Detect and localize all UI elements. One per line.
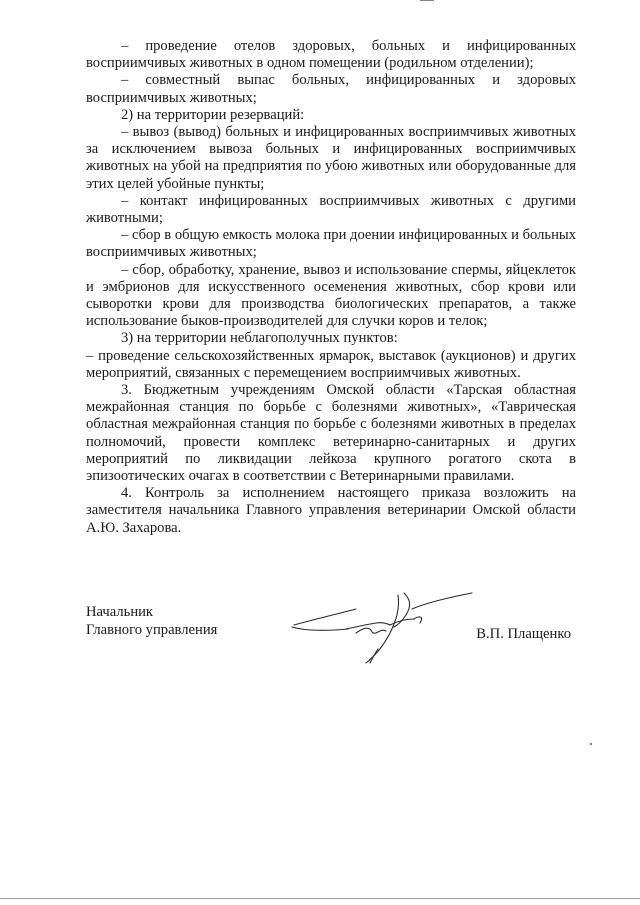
document-body	[86, 38, 576, 537]
signature-block	[86, 603, 576, 663]
paragraph: – вывоз (вывод) больных и инфицированных восприимчивых животных за исключением вывоза больных и инфицированных восприимчивых животных на убой на предприятия по убою животных или оборудованные для этих целей убойные пункты;	[86, 124, 576, 192]
signatory-title	[86, 603, 217, 639]
page-bottom-edge	[0, 898, 640, 899]
paragraph: – проведение отелов здоровых, больных и инфицированных восприимчивых животных в одном помещении (родильном отделении);	[86, 38, 576, 72]
paragraph: 4. Контроль за исполнением настоящего приказа возложить на заместителя начальника Главного управления ветеринарии Омской области А.Ю. Захарова.	[86, 485, 576, 536]
paragraph: 3. Бюджетным учреждениям Омской области «Тарская областная межрайонная станция по борьбе с болезнями животных», «Таврическая областная межрайонная станция по борьбе с болезнями животных в пределах полномочий, провести комплекс ветеринарно-санитарных и других мероприятий по ликвидации лейкоза крупного рогатого скота в эпизоотических очагах в соответствии с Ветеринарными правилами.	[86, 382, 576, 485]
page-edge-mark	[420, 0, 434, 1]
paragraph: 2) на территории резерваций:	[121, 106, 305, 123]
paragraph: – совместный выпас больных, инфицированных и здоровых восприимчивых животных;	[86, 72, 576, 106]
paragraph: – сбор в общую емкость молока при доении инфицированных и больных восприимчивых животных;	[86, 227, 576, 261]
signatory-title-line: Начальник	[86, 604, 154, 620]
paragraph: – проведение сельскохозяйственных ярмарок, выставок (аукционов) и других мероприятий, связанных с перемещением восприимчивых животных.	[86, 347, 576, 381]
scan-speck	[590, 743, 592, 745]
handwritten-signature-image	[286, 589, 476, 669]
paragraph: – сбор, обработку, хранение, вывоз и использование спермы, яйцеклеток и эмбрионов для искусственного осеменения животных, сбор крови или сыворотки крови для производства биологических препаратов, а также использование быков-производителей для случки коров и телок;	[86, 261, 576, 330]
paragraph: 3) на территории неблагополучных пунктов:	[121, 330, 398, 347]
signatory-title-line: Главного управления	[86, 622, 218, 638]
paragraph: – контакт инфицированных восприимчивых животных с другими животными;	[86, 192, 576, 227]
signatory-name: В.П. Плащенко	[476, 626, 571, 642]
